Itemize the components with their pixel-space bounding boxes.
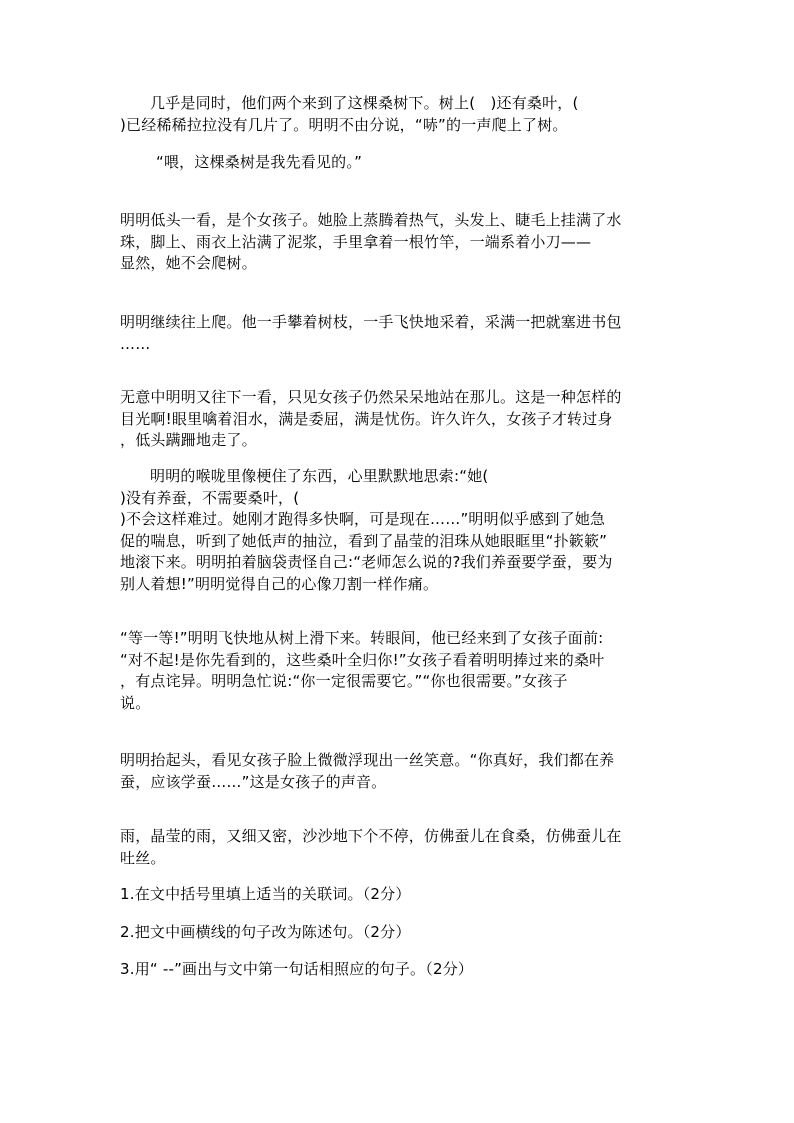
paragraph-3-line-2: 珠，脚上、雨衣上沾满了泥浆，手里拿着一根竹竿，一端系着小刀—— — [120, 232, 592, 251]
paragraph-5-line-1: 无意中明明又往下一看，只见女孩子仍然呆呆地站在那儿。这是一种怎样的 — [120, 388, 622, 406]
paragraph-9-line-2: 吐丝。 — [120, 848, 166, 867]
paragraph-6-line-1: 明明的喉咙里像梗住了东西，心里默默地思索:“她( — [150, 467, 489, 485]
paragraph-7-line-3: ，有点诧异。明明急忙说:“你一定很需要它。”“你也很需要。”女孩子 — [120, 672, 568, 690]
paragraph-1-line-1: 几乎是同时，他们两个来到了这棵桑树下。树上( )还有桑叶，( — [150, 94, 579, 112]
paragraph-7-line-4: 说。 — [120, 693, 151, 712]
paragraph-7-line-1: “等一等!”明明飞快地从树上滑下来。转眼间，他已经来到了女孩子面前: — [120, 629, 604, 647]
question-3 — [120, 959, 680, 981]
paragraph-6 — [120, 466, 680, 595]
paragraph-2-line-1: “喂，这棵桑树是我先看见的。” — [156, 153, 363, 171]
paragraph-4-line-2: …… — [120, 334, 151, 353]
paragraph-6-line-5: 地滚下来。明明拍着脑袋责怪自己:“老师怎么说的?我们养蚕要学蚕，要为 — [120, 553, 613, 571]
paragraph-6-line-3: )不会这样难过。她刚才跑得多快啊，可是现在……”明明似乎感到了她急 — [120, 510, 606, 528]
paragraph-2 — [120, 152, 680, 174]
paragraph-7 — [120, 628, 680, 714]
paragraph-3-line-1: 明明低头一看，是个女孩子。她脸上蒸腾着热气，头发上、睫毛上挂满了水 — [120, 211, 622, 229]
question-3-text: 3.用“ --”画出与文中第一句话相照应的句子。（2分） — [120, 960, 474, 978]
paragraph-4-line-1: 明明继续往上爬。他一手攀着树枝，一手飞快地采着，采满一把就塞进书包 — [120, 313, 622, 331]
paragraph-5 — [120, 387, 680, 452]
paragraph-8 — [120, 750, 680, 793]
paragraph-5-line-2: 目光啊!眼里噙着泪水，满是委屈，满是忧伤。许久许久，女孩子才转过身 — [120, 409, 613, 428]
paragraph-5-line-3: ，低头蹒跚地走了。 — [120, 431, 257, 449]
paragraph-8-line-1: 明明抬起头，看见女孩子脸上微微浮现出一丝笑意。“你真好，我们都在养 — [120, 751, 615, 769]
paragraph-9-line-1: 雨，晶莹的雨，又细又密，沙沙地下个不停，仿佛蚕儿在食桑，仿佛蚕儿在 — [120, 827, 622, 845]
paragraph-6-line-2: )没有养蚕，不需要桑叶，( — [120, 488, 300, 507]
paragraph-3-line-3: 显然，她不会爬树。 — [120, 254, 257, 272]
paragraph-4 — [120, 312, 680, 355]
paragraph-6-line-4: 促的喘息，听到了她低声的抽泣，看到了晶莹的泪珠从她眼眶里“扑簌簌” — [120, 531, 608, 550]
paragraph-8-line-2: 蚕，应该学蚕……”这是女孩子的声音。 — [120, 772, 387, 791]
paragraph-1-line-2: )已经稀稀拉拉没有几片了。明明不由分说，“哧”的一声爬上了树。 — [120, 115, 568, 134]
paragraph-7-line-2: “对不起!是你先看到的，这些桑叶全归你!”女孩子看着明明捧过来的桑叶 — [120, 650, 605, 669]
question-2 — [120, 922, 680, 944]
question-2-text: 2.把文中画横线的句子改为陈述句。（2分） — [120, 923, 411, 941]
question-1 — [120, 884, 680, 906]
paragraph-6-line-6: 别人着想!”明明觉得自己的心像刀割一样作痛。 — [120, 574, 439, 593]
paragraph-9 — [120, 826, 680, 869]
paragraph-1 — [120, 93, 680, 136]
question-1-text: 1.在文中括号里填上适当的关联词。（2分） — [120, 885, 411, 903]
paragraph-3 — [120, 210, 680, 275]
